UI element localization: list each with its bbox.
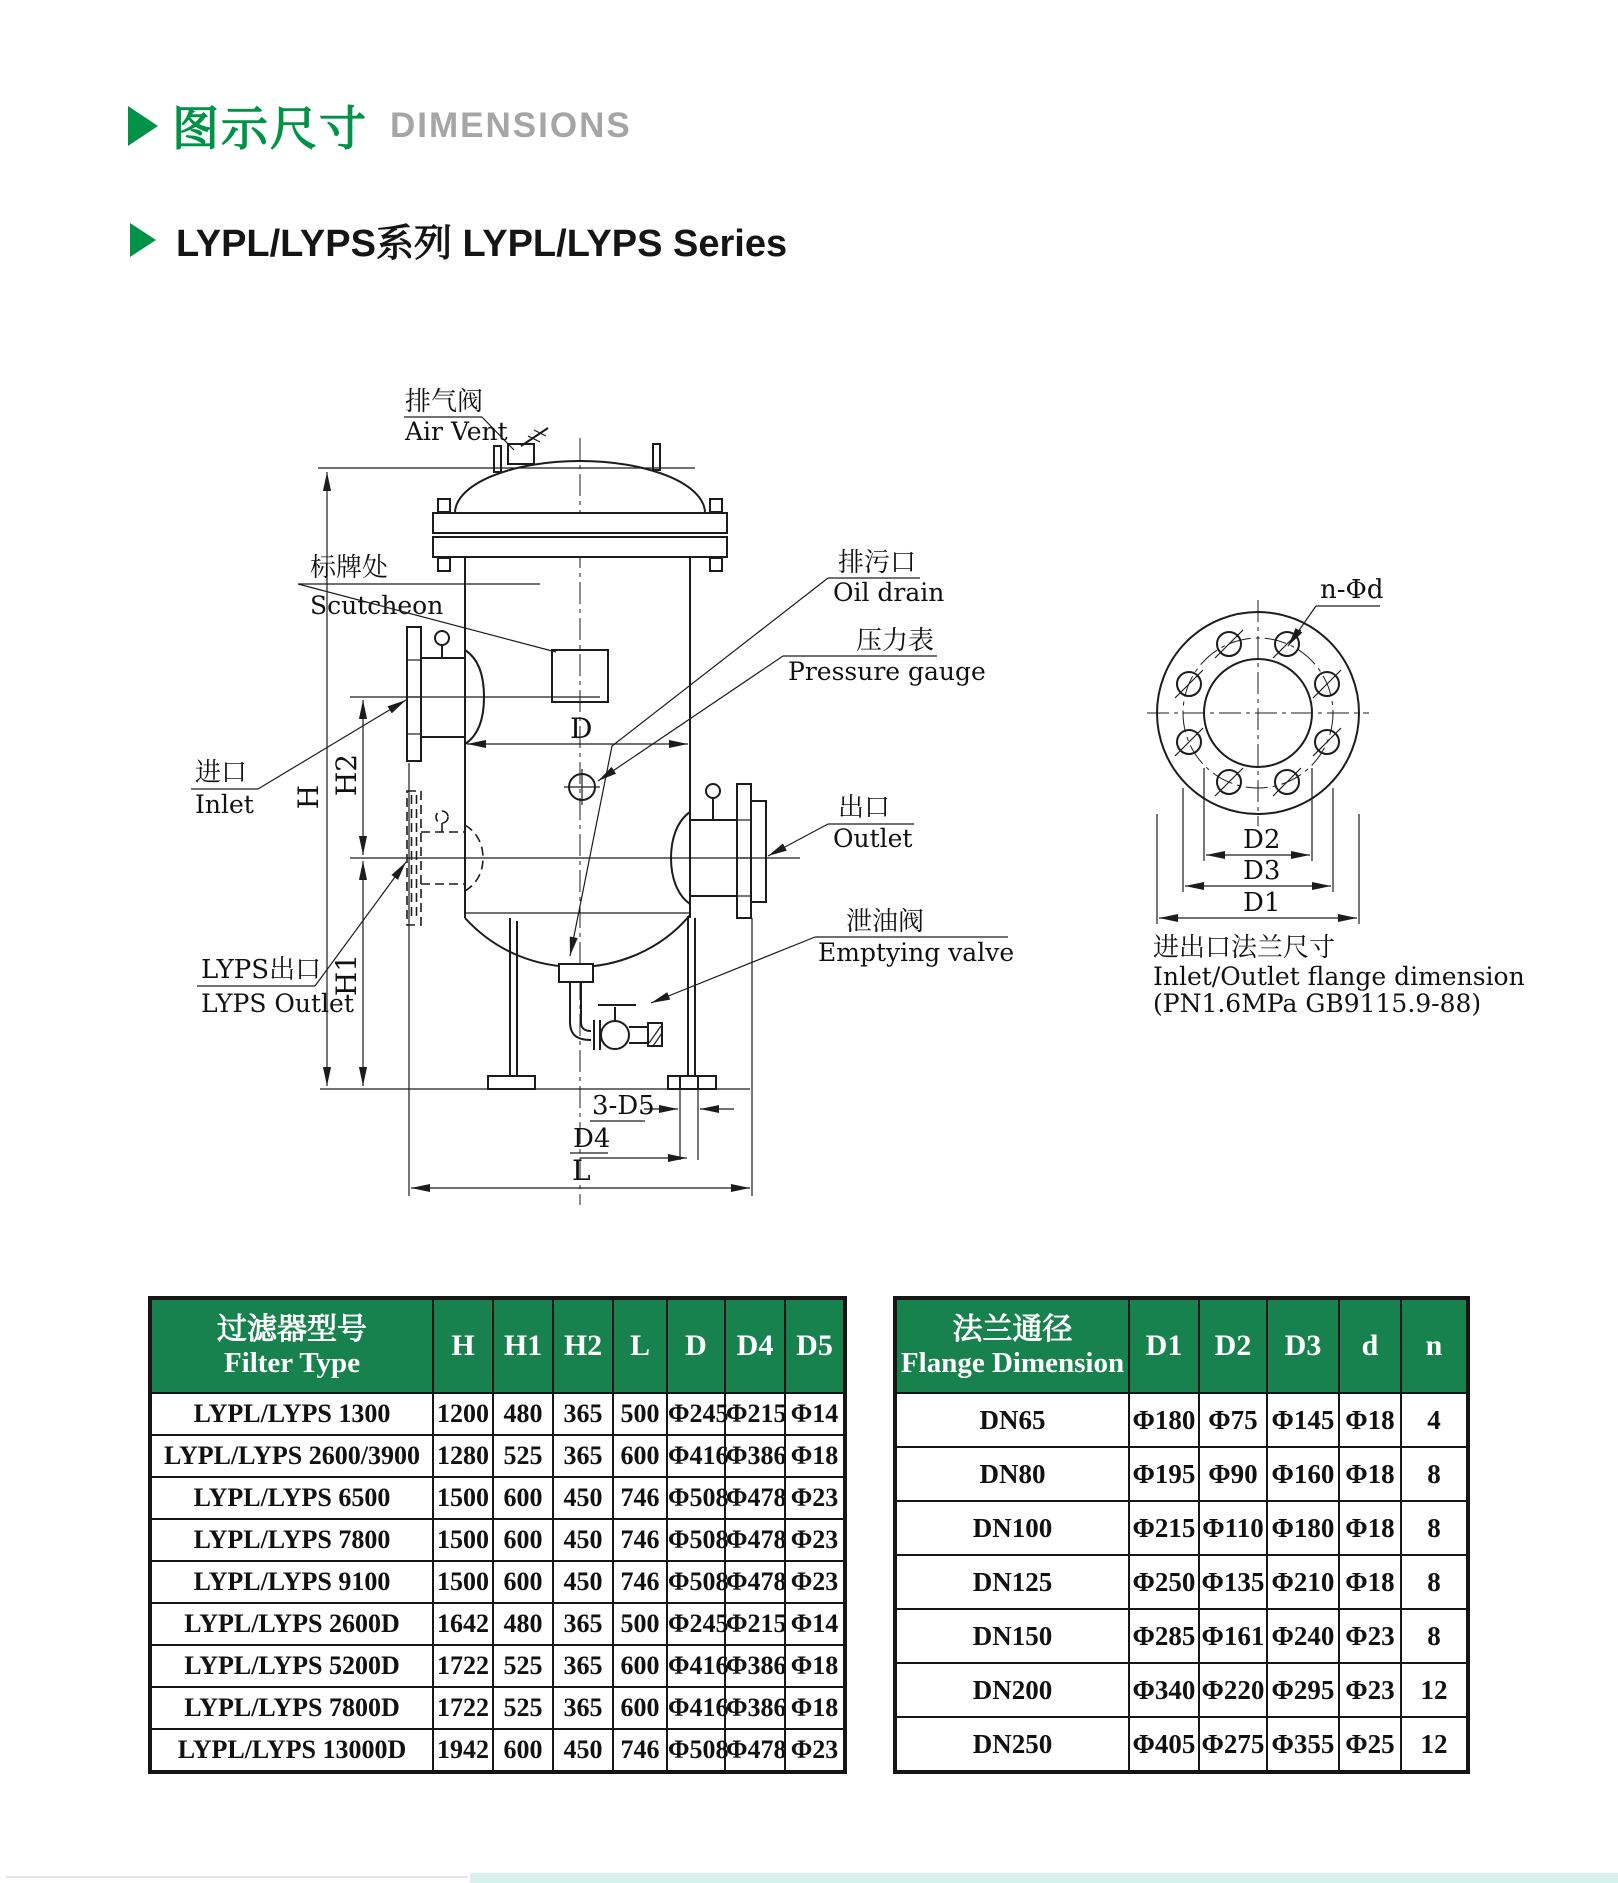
- row-label: LYPL/LYPS 5200D: [150, 1645, 433, 1687]
- section-title-en: DIMENSIONS: [390, 105, 632, 145]
- cell-value: 450: [553, 1729, 613, 1772]
- scutcheon-label-zh: 标牌处: [310, 553, 389, 583]
- scutcheon-label-en: Scutcheon: [310, 591, 444, 620]
- cell-value: 365: [553, 1645, 613, 1687]
- column-header: H: [433, 1298, 493, 1393]
- cell-value: Φ215: [725, 1603, 785, 1645]
- dim-d1-label: D1: [1243, 888, 1281, 918]
- cell-value: Φ405: [1129, 1717, 1199, 1772]
- column-header: L: [613, 1298, 667, 1393]
- oil-drain-label-en: Oil drain: [833, 578, 945, 607]
- cell-value: Φ386: [725, 1687, 785, 1729]
- cell-value: Φ18: [785, 1645, 845, 1687]
- footer-divider: [6, 1876, 468, 1878]
- cell-value: Φ14: [785, 1393, 845, 1435]
- cell-value: Φ386: [725, 1435, 785, 1477]
- flange-dimension-table: [893, 1296, 1470, 1774]
- cell-value: 8: [1401, 1555, 1468, 1609]
- cell-value: Φ23: [1339, 1663, 1401, 1717]
- column-header: D2: [1199, 1298, 1267, 1393]
- cell-value: 1280: [433, 1435, 493, 1477]
- cell-value: 500: [613, 1603, 667, 1645]
- cell-value: Φ18: [1339, 1393, 1401, 1447]
- cell-value: 525: [493, 1435, 553, 1477]
- row-label: LYPL/LYPS 7800D: [150, 1687, 433, 1729]
- cell-value: 450: [553, 1477, 613, 1519]
- cell-value: Φ90: [1199, 1447, 1267, 1501]
- dim-h-label: H: [292, 784, 325, 810]
- cell-value: Φ160: [1267, 1447, 1339, 1501]
- column-header: D1: [1129, 1298, 1199, 1393]
- cell-value: 525: [493, 1645, 553, 1687]
- row-label: LYPL/LYPS 9100: [150, 1561, 433, 1603]
- cell-value: Φ285: [1129, 1609, 1199, 1663]
- cell-value: Φ215: [725, 1393, 785, 1435]
- cell-value: Φ240: [1267, 1609, 1339, 1663]
- cell-value: 600: [493, 1561, 553, 1603]
- cell-value: 450: [553, 1519, 613, 1561]
- row-label: LYPL/LYPS 6500: [150, 1477, 433, 1519]
- cell-value: 1642: [433, 1603, 493, 1645]
- table-row: [150, 1729, 845, 1772]
- filter-dimension-table: [148, 1296, 847, 1774]
- table-row: [150, 1645, 845, 1687]
- cell-value: 600: [493, 1519, 553, 1561]
- cell-value: 8: [1401, 1609, 1468, 1663]
- air-vent-label-en: Air Vent: [405, 417, 508, 446]
- cell-value: Φ110: [1199, 1501, 1267, 1555]
- cell-value: Φ18: [1339, 1555, 1401, 1609]
- pressure-gauge-label-en: Pressure gauge: [788, 657, 986, 686]
- lyps-outlet-label-zh: LYPS出口: [201, 955, 322, 985]
- row-label: LYPL/LYPS 7800: [150, 1519, 433, 1561]
- table-row: [895, 1501, 1468, 1555]
- cell-value: 8: [1401, 1447, 1468, 1501]
- row-label: LYPL/LYPS 2600/3900: [150, 1435, 433, 1477]
- dim-d4-label: D4: [573, 1124, 611, 1154]
- oil-drain-label-zh: 排污口: [838, 548, 917, 578]
- cell-value: 600: [493, 1729, 553, 1772]
- cell-value: Φ416: [667, 1435, 725, 1477]
- flange-caption-std: (PN1.6MPa GB9115.9-88): [1153, 989, 1482, 1018]
- cell-value: Φ23: [1339, 1609, 1401, 1663]
- cell-value: Φ340: [1129, 1663, 1199, 1717]
- table-row: [895, 1447, 1468, 1501]
- table-row: [895, 1663, 1468, 1717]
- air-vent-label-zh: 排气阀: [405, 387, 484, 417]
- cell-value: Φ275: [1199, 1717, 1267, 1772]
- flange-table-header-row: [895, 1298, 1468, 1393]
- cell-value: 1722: [433, 1645, 493, 1687]
- dim-l-label: L: [572, 1154, 591, 1187]
- table-row: [150, 1393, 845, 1435]
- table-row: [150, 1435, 845, 1477]
- filter-table-header-row: [150, 1298, 845, 1393]
- cell-value: Φ161: [1199, 1609, 1267, 1663]
- cell-value: Φ508: [667, 1477, 725, 1519]
- cell-value: 450: [553, 1561, 613, 1603]
- cell-value: Φ250: [1129, 1555, 1199, 1609]
- outlet-label-zh: 出口: [838, 793, 891, 823]
- cell-value: Φ245: [667, 1603, 725, 1645]
- cell-value: 365: [553, 1687, 613, 1729]
- cell-value: 600: [613, 1435, 667, 1477]
- flange-caption-zh: 进出口法兰尺寸: [1153, 933, 1336, 963]
- cell-value: 600: [613, 1687, 667, 1729]
- cell-value: Φ18: [785, 1435, 845, 1477]
- table-row: [895, 1555, 1468, 1609]
- vessel-drawing: [320, 428, 800, 1205]
- row-label: LYPL/LYPS 1300: [150, 1393, 433, 1435]
- cell-value: Φ14: [785, 1603, 845, 1645]
- cell-value: Φ210: [1267, 1555, 1339, 1609]
- cell-value: Φ145: [1267, 1393, 1339, 1447]
- cell-value: Φ508: [667, 1729, 725, 1772]
- row-label: DN125: [895, 1555, 1129, 1609]
- table-row: [150, 1603, 845, 1645]
- cell-value: Φ295: [1267, 1663, 1339, 1717]
- cell-value: Φ416: [667, 1645, 725, 1687]
- dim-d-label: D: [570, 712, 593, 745]
- cell-value: 480: [493, 1603, 553, 1645]
- section-title-zh: 图示尺寸: [172, 102, 368, 155]
- dim-h2-label: H2: [330, 753, 363, 797]
- outlet-label-en: Outlet: [833, 824, 913, 853]
- cell-value: Φ416: [667, 1687, 725, 1729]
- cell-value: Φ508: [667, 1561, 725, 1603]
- cell-value: 12: [1401, 1663, 1468, 1717]
- table-row: [895, 1393, 1468, 1447]
- row-label: LYPL/LYPS 13000D: [150, 1729, 433, 1772]
- cell-value: Φ195: [1129, 1447, 1199, 1501]
- cell-value: 1942: [433, 1729, 493, 1772]
- inlet-label-en: Inlet: [195, 790, 254, 819]
- cell-value: 600: [613, 1645, 667, 1687]
- flange-caption-en: Inlet/Outlet flange dimension: [1153, 962, 1525, 991]
- cell-value: 1200: [433, 1393, 493, 1435]
- cell-value: 12: [1401, 1717, 1468, 1772]
- pressure-gauge-label-zh: 压力表: [856, 626, 935, 656]
- cell-value: Φ478: [725, 1729, 785, 1772]
- cell-value: Φ75: [1199, 1393, 1267, 1447]
- emptying-valve-label-en: Emptying valve: [818, 938, 1015, 967]
- cell-value: 365: [553, 1603, 613, 1645]
- cell-value: Φ135: [1199, 1555, 1267, 1609]
- cell-value: Φ386: [725, 1645, 785, 1687]
- flange-detail-drawing: [1147, 575, 1525, 1018]
- column-header: H2: [553, 1298, 613, 1393]
- cell-value: Φ23: [785, 1519, 845, 1561]
- cell-value: Φ478: [725, 1519, 785, 1561]
- cell-value: Φ23: [785, 1729, 845, 1772]
- cell-value: 1500: [433, 1477, 493, 1519]
- cell-value: 1722: [433, 1687, 493, 1729]
- cell-value: 1500: [433, 1519, 493, 1561]
- column-header: n: [1401, 1298, 1468, 1393]
- table-row: [150, 1687, 845, 1729]
- cell-value: Φ245: [667, 1393, 725, 1435]
- column-header: H1: [493, 1298, 553, 1393]
- cell-value: 525: [493, 1687, 553, 1729]
- column-header: D: [667, 1298, 725, 1393]
- cell-value: 1500: [433, 1561, 493, 1603]
- cell-value: 480: [493, 1393, 553, 1435]
- table-row: [895, 1609, 1468, 1663]
- column-header: d: [1339, 1298, 1401, 1393]
- row-label: DN250: [895, 1717, 1129, 1772]
- cell-value: Φ23: [785, 1561, 845, 1603]
- cell-value: 365: [553, 1435, 613, 1477]
- series-title: LYPL/LYPS系列 LYPL/LYPS Series: [176, 223, 788, 265]
- bolt-note-label: n-Φd: [1320, 575, 1384, 605]
- table-row: [150, 1519, 845, 1561]
- emptying-valve-label-zh: 泄油阀: [846, 907, 925, 937]
- table-row: [150, 1477, 845, 1519]
- cell-value: Φ180: [1267, 1501, 1339, 1555]
- cell-value: 365: [553, 1393, 613, 1435]
- cell-value: Φ18: [785, 1687, 845, 1729]
- row-label: DN80: [895, 1447, 1129, 1501]
- table-row: [895, 1717, 1468, 1772]
- dim-h1-label: H1: [330, 953, 363, 997]
- cell-value: 4: [1401, 1393, 1468, 1447]
- dim-3d5-label: 3-D5: [592, 1091, 655, 1121]
- cell-value: Φ478: [725, 1477, 785, 1519]
- footer-accent-bar: [470, 1873, 1618, 1883]
- dim-d2-label: D2: [1243, 825, 1281, 855]
- cell-value: Φ180: [1129, 1393, 1199, 1447]
- cell-value: 746: [613, 1477, 667, 1519]
- cell-value: 746: [613, 1561, 667, 1603]
- cell-value: 746: [613, 1729, 667, 1772]
- cell-value: Φ18: [1339, 1501, 1401, 1555]
- lyps-outlet-label-en: LYPS Outlet: [201, 989, 354, 1018]
- column-header: D5: [785, 1298, 845, 1393]
- cell-value: Φ23: [785, 1477, 845, 1519]
- inlet-label-zh: 进口: [195, 758, 248, 788]
- cell-value: Φ220: [1199, 1663, 1267, 1717]
- cell-value: Φ215: [1129, 1501, 1199, 1555]
- row-label: LYPL/LYPS 2600D: [150, 1603, 433, 1645]
- flange-table-body: [895, 1393, 1468, 1772]
- cell-value: 8: [1401, 1501, 1468, 1555]
- cell-value: Φ25: [1339, 1717, 1401, 1772]
- filter-type-header: 过滤器型号 Filter Type: [150, 1298, 433, 1393]
- flange-dimension-header: 法兰通径 Flange Dimension: [895, 1298, 1129, 1393]
- cell-value: Φ18: [1339, 1447, 1401, 1501]
- dim-d3-label: D3: [1243, 856, 1281, 886]
- filter-table-body: [150, 1393, 845, 1772]
- row-label: DN100: [895, 1501, 1129, 1555]
- cell-value: 746: [613, 1519, 667, 1561]
- table-row: [150, 1561, 845, 1603]
- column-header: D4: [725, 1298, 785, 1393]
- row-label: DN150: [895, 1609, 1129, 1663]
- cell-value: Φ478: [725, 1561, 785, 1603]
- row-label: DN200: [895, 1663, 1129, 1717]
- cell-value: 600: [493, 1477, 553, 1519]
- column-header: D3: [1267, 1298, 1339, 1393]
- cell-value: 500: [613, 1393, 667, 1435]
- row-label: DN65: [895, 1393, 1129, 1447]
- cell-value: Φ355: [1267, 1717, 1339, 1772]
- cell-value: Φ508: [667, 1519, 725, 1561]
